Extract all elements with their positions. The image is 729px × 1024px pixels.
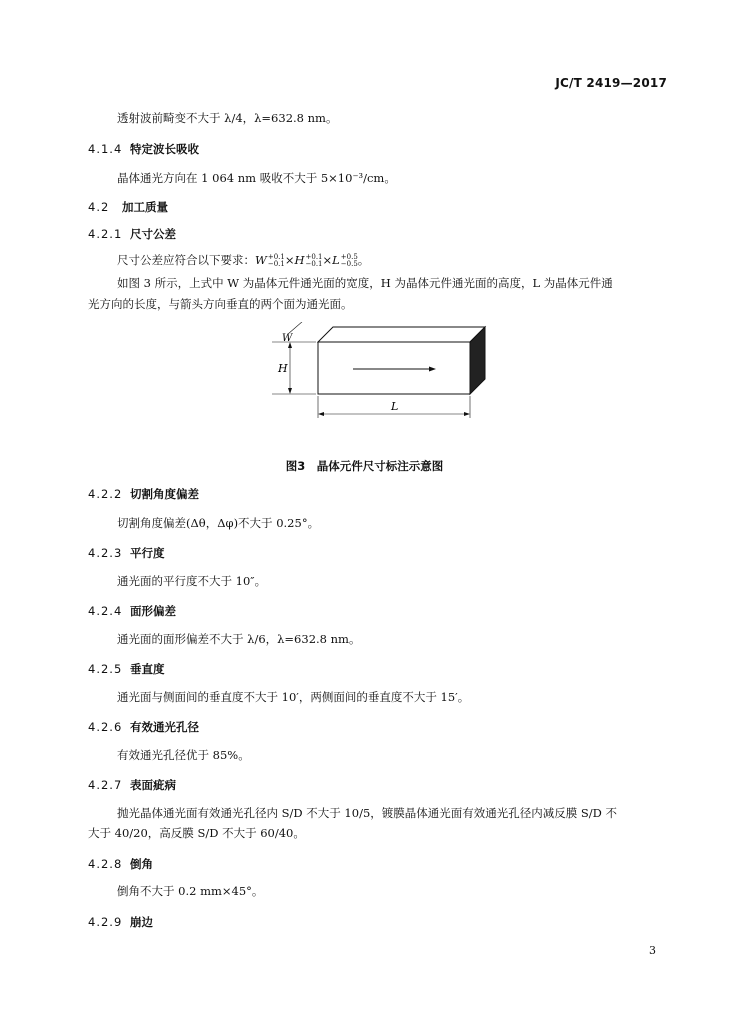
l-tolerance [341,254,358,268]
section-heading [88,141,199,157]
arrow-head [288,388,292,394]
formula-h: H [294,253,305,267]
paragraph: 抛光晶体通光面有效通光孔径内 S/D 不大于 10/5，镀膜晶体通光面有效通光孔径内减反膜 S/D 不 [117,806,618,820]
paragraph: 通光面的面形偏差不大于 λ/6，λ=632.8 nm。 [117,632,361,646]
label-l: L [391,400,399,413]
figure-caption: 图3 晶体元件尺寸标注示意图 [285,459,444,473]
section-title: 特定波长吸收 [130,142,200,156]
section-title: 加工质量 [122,200,169,214]
paragraph: 倒角不大于 0.2 mm×45°。 [117,884,264,898]
section-heading [88,661,165,677]
section-heading [88,856,153,872]
section-number: 4.2.5 [88,662,123,676]
formula-prefix: 尺寸公差应符合以下要求： [117,253,255,267]
section-title: 表面疵病 [130,778,177,792]
section-heading [88,199,168,215]
l-upper: +0.5 [340,253,358,261]
paragraph: 大于 40/20，高反膜 S/D 不大于 60/40。 [88,826,305,840]
paragraph: 通光面的平行度不大于 10″。 [117,574,267,588]
paragraph: 有效通光孔径优于 85%。 [117,748,250,762]
section-heading [88,226,176,242]
section-title: 面形偏差 [130,604,177,618]
formula-l: L [332,253,340,267]
label-h: H [278,362,288,375]
section-heading [88,719,199,735]
section-heading [88,545,165,561]
h-tolerance [306,254,323,268]
times-sign: × [322,253,333,267]
section-heading [88,914,153,930]
section-heading [88,777,176,793]
crystal-dimension-figure [268,322,490,422]
section-title: 崩边 [130,915,154,929]
tolerance-formula [117,253,369,268]
paragraph: 通光面与侧面间的垂直度不大于 10′，两侧面间的垂直度不大于 15′。 [117,690,470,704]
formula-end: 。 [357,253,370,267]
paragraph: 透射波前畸变不大于 λ/4，λ=632.8 nm。 [117,111,338,125]
section-number: 4.1.4 [88,142,123,156]
section-number: 4.2 [88,200,110,214]
h-lower: −0.1 [305,260,323,268]
w-upper: +0.1 [267,253,285,261]
paragraph: 切割角度偏差(Δθ，Δφ)不大于 0.25°。 [117,516,320,530]
section-number: 4.2.4 [88,604,123,618]
label-w: W [282,333,293,344]
section-title: 倒角 [130,857,154,871]
section-title: 尺寸公差 [130,227,177,241]
crystal-top-face [318,327,485,342]
standard-code: JC/T 2419—2017 [555,76,667,90]
section-heading [88,603,176,619]
section-number: 4.2.7 [88,778,123,792]
h-upper: +0.1 [305,253,323,261]
page-number: 3 [649,944,656,957]
crystal-front-face [318,342,470,394]
section-number: 4.2.3 [88,546,123,560]
section-heading [88,486,199,502]
section-number: 4.2.2 [88,487,123,501]
section-title: 平行度 [130,546,165,560]
section-title: 垂直度 [130,662,165,676]
section-number: 4.2.9 [88,915,123,929]
section-title: 切割角度偏差 [130,487,200,501]
arrow-head [318,412,324,416]
w-tolerance [268,254,285,268]
formula-w: W [255,253,267,267]
section-number: 4.2.8 [88,857,123,871]
paragraph: 晶体通光方向在 1 064 nm 吸收不大于 5×10⁻³/cm。 [117,171,396,185]
paragraph: 光方向的长度，与箭头方向垂直的两个面为通光面。 [88,297,353,311]
l-lower: −0.5 [340,260,358,268]
section-number: 4.2.1 [88,227,123,241]
arrow-head [464,412,470,416]
w-lower: −0.1 [267,260,285,268]
times-sign: × [284,253,295,267]
section-title: 有效通光孔径 [130,720,200,734]
section-number: 4.2.6 [88,720,123,734]
paragraph: 如图 3 所示，上式中 W 为晶体元件通光面的宽度，H 为晶体元件通光面的高度，L 为晶体元件通 [117,276,613,290]
